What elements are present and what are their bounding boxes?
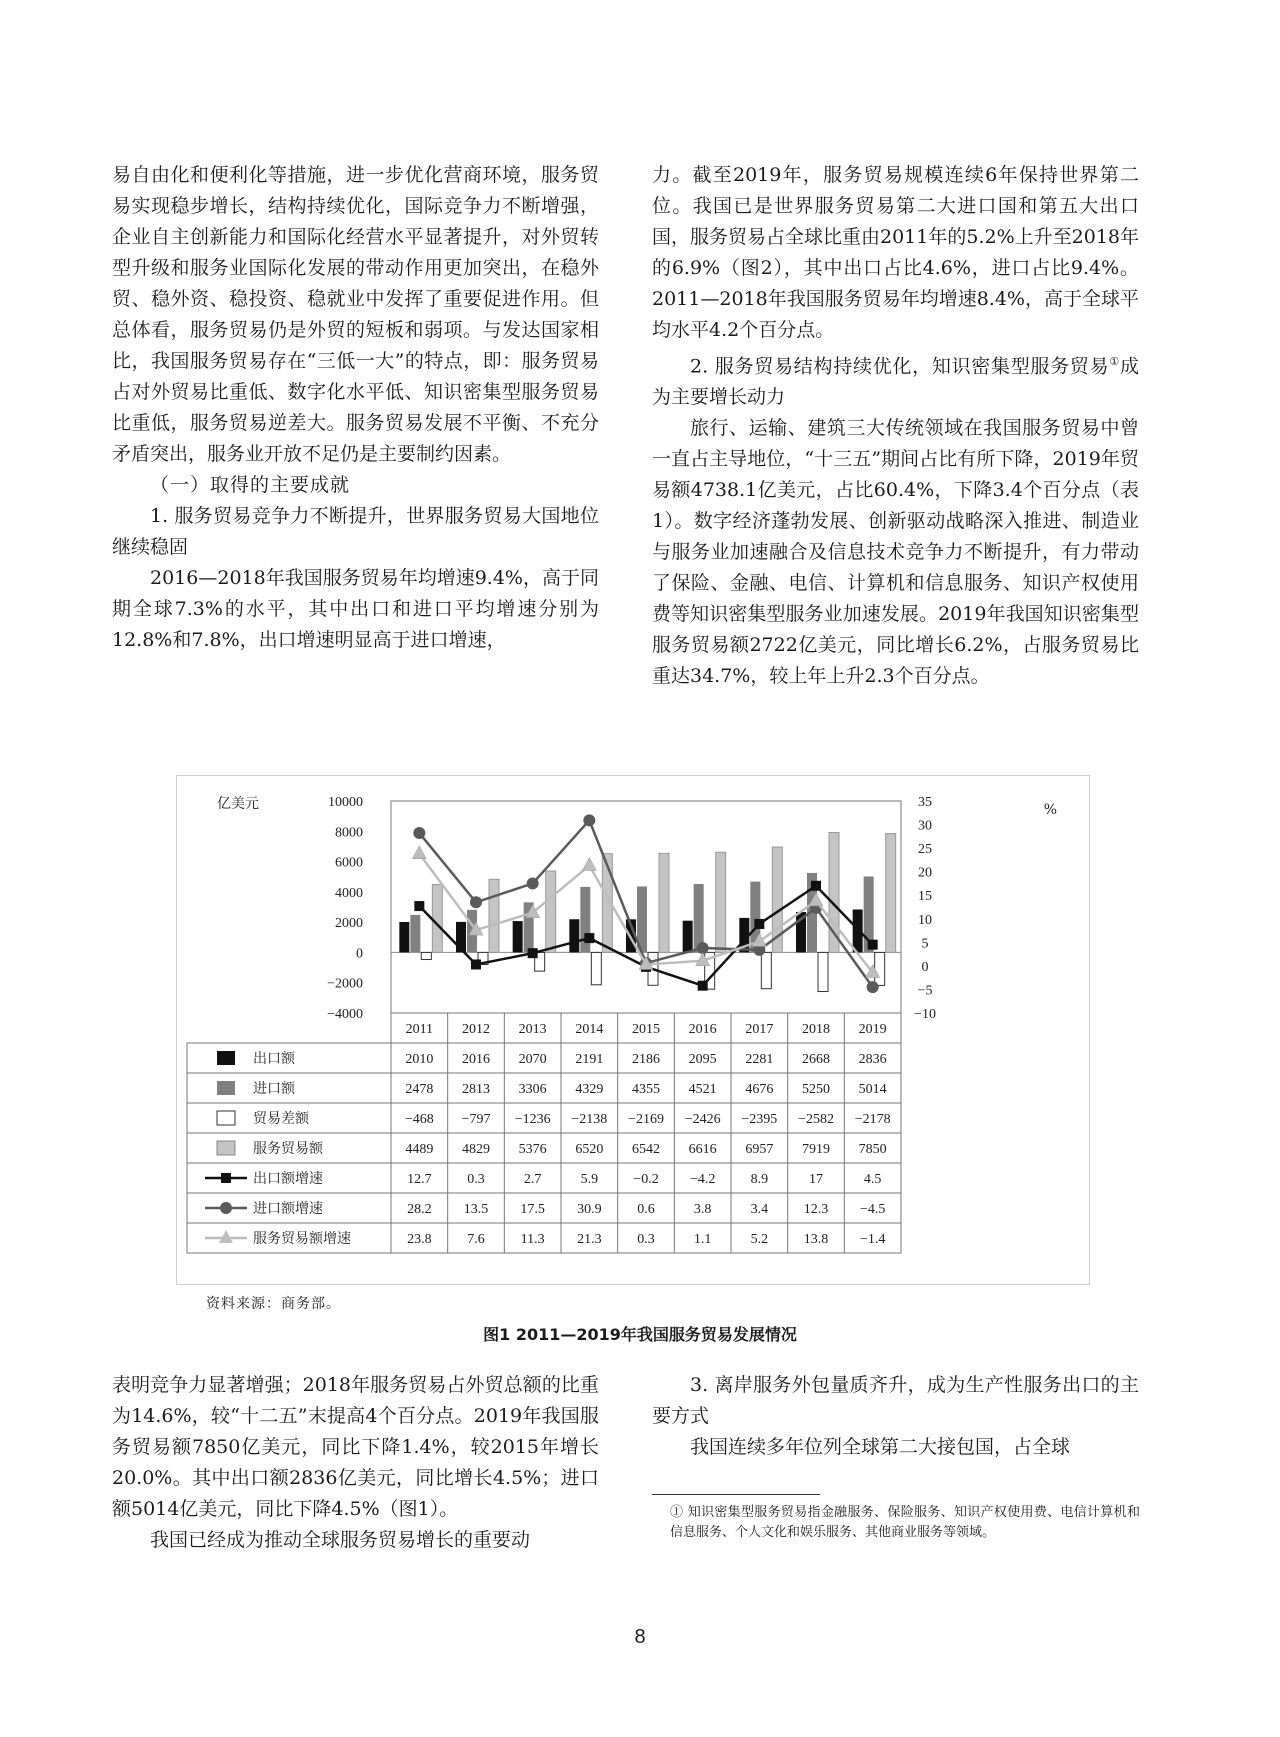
figure-frame (176, 775, 1090, 1285)
table-cell: −2582 (798, 1112, 834, 1127)
legend-marker (221, 1173, 231, 1183)
marker-2-2011 (412, 846, 426, 859)
marker-0-2019 (868, 940, 878, 950)
right-tick-label: 20 (918, 865, 932, 881)
footnote-marker: ① (1109, 355, 1120, 368)
bar-3-2012 (489, 879, 499, 952)
bar-3-2013 (546, 871, 556, 952)
table-cell: 13.8 (803, 1232, 829, 1247)
marker-1-2013 (527, 877, 539, 889)
table-cell: −2169 (628, 1112, 664, 1127)
legend-label: 贸易差额 (253, 1111, 309, 1127)
table-cell: −2395 (741, 1112, 778, 1127)
marker-0-2013 (528, 948, 538, 958)
legend-label: 出口额增速 (253, 1171, 323, 1187)
table-cell: 3.8 (693, 1202, 712, 1217)
legend-swatch (217, 1051, 235, 1065)
table-cell: 17.5 (520, 1202, 545, 1217)
year-label: 2017 (745, 1022, 774, 1037)
left-tick-label: −2000 (327, 976, 363, 992)
table-cell: 5250 (802, 1082, 830, 1097)
table-cell: 2010 (405, 1052, 434, 1067)
section-heading: （一）取得的主要成就 (150, 474, 351, 496)
table-cell: 12.3 (803, 1202, 829, 1217)
table-cell: 0.3 (467, 1172, 485, 1187)
footnote-rule (652, 1494, 820, 1495)
table-cell: 28.2 (407, 1202, 432, 1217)
right-tick-label: −10 (914, 1007, 936, 1022)
marker-0-2011 (414, 901, 424, 911)
bar-1-2011 (410, 915, 420, 953)
paragraph: 易自由化和便利化等措施，进一步优化营商环境，服务贸易实现稳步增长，结构持续优化，国际竞争力不断增强，企业自主创新能力和国际化经营水平显著提升，对外贸转型升级和服务业国际化发展的带动作用更加突出，在稳外贸、稳外资、稳投资、稳就业中发挥了重要促进作用。但总体看，服务贸易仍是外贸的短板和弱项。与发达国家相比，我国服务贸易存在“三低一大”的特点，即：服务贸易占对外贸易比重低、数字化水平低、知识密集型服务贸易比重低，服务贸易逆差大。服务贸易发展不平衡、不充分矛盾突出，服务业开放不足仍是主要制约因素。 (112, 164, 599, 465)
table-cell: 21.3 (577, 1232, 602, 1247)
legend-label: 进口额增速 (253, 1201, 323, 1217)
table-cell: 23.8 (407, 1232, 432, 1247)
table-cell: 6542 (632, 1142, 660, 1157)
bar-0-2011 (399, 922, 409, 952)
table-cell: 2813 (462, 1082, 490, 1097)
bar-2-2017 (761, 952, 771, 988)
right-tick-label: 0 (921, 959, 929, 975)
table-cell: 17 (809, 1172, 823, 1187)
marker-1-2012 (470, 896, 482, 908)
table-cell: 2186 (632, 1052, 660, 1067)
right-tick-label: 10 (918, 912, 932, 928)
table-cell: 7.6 (467, 1232, 485, 1247)
legend-swatch (217, 1111, 235, 1125)
table-cell: 2836 (858, 1052, 887, 1067)
table-cell: 11.3 (520, 1232, 545, 1247)
table-cell: 12.7 (407, 1172, 432, 1187)
left-tick-label: −4000 (327, 1007, 363, 1022)
paragraph: 表明竞争力显著增强；2018年服务贸易占外贸总额的比重为14.6%，较“十二五”末提高4个百分点。2019年我国服务贸易额7850亿美元，同比下降1.4%，较2015年增长20.0%。其中出口额2836亿美元，同比增长4.5%；进口额5014亿美元，同比下降4.5%（图1）。 (112, 1374, 599, 1520)
table-cell: 5.9 (580, 1172, 599, 1187)
bar-3-2011 (432, 884, 442, 952)
subsection-heading (652, 346, 1139, 413)
legend-marker (219, 1230, 233, 1243)
bar-3-2019 (886, 834, 896, 953)
table-cell: 2095 (688, 1052, 717, 1067)
left-tick-label: 10000 (328, 795, 363, 810)
table-cell: 5.2 (750, 1232, 769, 1247)
table-cell: 2016 (462, 1052, 490, 1067)
right-column-bottom (652, 1370, 1139, 1463)
year-label: 2014 (575, 1022, 604, 1037)
year-label: 2011 (405, 1022, 434, 1037)
bar-0-2016 (683, 921, 693, 953)
legend-label: 出口额 (253, 1051, 295, 1067)
legend-label: 服务贸易额增速 (253, 1231, 351, 1247)
right-tick-label: 35 (918, 795, 932, 810)
right-axis-unit: % (1043, 802, 1057, 818)
heading-text: 2. 服务贸易结构持续优化，知识密集型服务贸易 (690, 355, 1110, 378)
table-cell: 4.5 (863, 1172, 882, 1187)
right-tick-label: −5 (917, 983, 933, 999)
table-cell: 1.1 (693, 1232, 712, 1247)
page-number: 8 (634, 1626, 646, 1648)
marker-1-2011 (413, 827, 425, 839)
table-cell: 0.6 (637, 1202, 655, 1217)
table-cell: 4676 (745, 1082, 774, 1097)
left-column-top (112, 160, 599, 656)
table-cell: −2178 (854, 1112, 891, 1127)
marker-2-2014 (582, 858, 596, 871)
table-cell: 6957 (745, 1142, 774, 1157)
year-label: 2012 (462, 1022, 490, 1037)
table-cell: 5376 (518, 1142, 547, 1157)
right-tick-label: 30 (918, 818, 932, 834)
year-label: 2016 (688, 1022, 717, 1037)
right-tick-label: 25 (918, 842, 932, 858)
table-cell: 30.9 (577, 1202, 602, 1217)
table-cell: 8.9 (750, 1172, 769, 1187)
right-tick-label: 15 (918, 889, 932, 905)
year-label: 2015 (632, 1022, 660, 1037)
table-cell: 6616 (688, 1142, 717, 1157)
table-cell: 3306 (518, 1082, 547, 1097)
subsection-heading: 3. 离岸服务外包量质齐升，成为生产性服务出口的主要方式 (652, 1374, 1139, 1427)
table-cell: −2138 (571, 1112, 608, 1127)
table-cell: 2281 (745, 1052, 774, 1067)
table-cell: 4489 (405, 1142, 434, 1157)
marker-0-2017 (754, 919, 764, 929)
table-cell: 2191 (575, 1052, 604, 1067)
left-tick-label: 0 (356, 946, 363, 962)
year-label: 2019 (858, 1022, 887, 1037)
legend-marker (220, 1202, 232, 1214)
legend-label: 服务贸易额 (253, 1141, 323, 1157)
table-cell: 7919 (802, 1142, 830, 1157)
table-cell: 7850 (858, 1142, 887, 1157)
marker-0-2018 (811, 881, 821, 891)
bar-3-2016 (716, 852, 726, 952)
left-axis-unit: 亿美元 (217, 796, 259, 812)
figure-caption: 图1 2011—2019年我国服务贸易发展情况 (483, 1325, 797, 1344)
bar-0-2014 (569, 919, 579, 952)
table-cell: −797 (461, 1112, 491, 1127)
paragraph: 力。截至2019年，服务贸易规模连续6年保持世界第二位。我国已是世界服务贸易第二大进口国和第五大出口国，服务贸易占全球比重由2011年的5.2%上升至2018年的6.9%（图2），其中出口占比4.6%，进口占比9.4%。2011—2018年我国服务贸易年均增速8.4%，高于全球平均水平4.2个百分点。 (652, 164, 1139, 341)
legend-swatch (217, 1081, 235, 1095)
left-tick-label: 6000 (335, 855, 363, 871)
legend-label: 进口额 (253, 1081, 295, 1097)
paragraph: 旅行、运输、建筑三大传统领域在我国服务贸易中曾一直占主导地位，“十三五”期间占比有所下降，2019年贸易额4738.1亿美元，占比60.4%，下降3.4个百分点（表1）。数字经济蓬勃发展、创新驱动战略深入推进、制造业与服务业加速融合及信息技术竞争力不断提升，有力带动了保险、金融、电信、计算机和信息服务、知识产权使用费等知识密集型服务业加速发展。2019年我国知识密集型服务贸易额2722亿美元，同比增长6.2%，占服务贸易比重达34.7%，较上年上升2.3个百分点。 (652, 417, 1139, 688)
bar-2-2014 (591, 952, 601, 984)
marker-0-2012 (471, 959, 481, 969)
table-cell: 0.3 (637, 1232, 655, 1247)
legend-swatch (217, 1141, 235, 1155)
year-label: 2013 (518, 1022, 547, 1037)
marker-1-2014 (583, 814, 595, 826)
table-cell: −1.4 (859, 1232, 886, 1247)
table-cell: 13.5 (463, 1202, 489, 1217)
paragraph: 2016—2018年我国服务贸易年均增速9.4%，高于同期全球7.3%的水平，其中出口和进口平均增速分别为12.8%和7.8%，出口增速明显高于进口增速， (112, 567, 599, 651)
table-cell: 2668 (802, 1052, 830, 1067)
right-column-top (652, 160, 1139, 692)
table-cell: 6520 (575, 1142, 604, 1157)
table-cell: −4.5 (859, 1202, 886, 1217)
table-cell: −2426 (684, 1112, 721, 1127)
table-cell: 2070 (518, 1052, 547, 1067)
subsection-heading: 1. 服务贸易竞争力不断提升，世界服务贸易大国地位继续稳固 (112, 505, 599, 558)
table-cell: −4.2 (689, 1172, 716, 1187)
table-cell: 5014 (858, 1082, 887, 1097)
bar-2-2018 (818, 952, 828, 991)
left-column-bottom (112, 1370, 599, 1556)
table-cell: 2478 (405, 1082, 434, 1097)
marker-0-2014 (584, 933, 594, 943)
left-tick-label: 8000 (335, 825, 363, 841)
table-cell: −1236 (514, 1112, 551, 1127)
table-cell: −0.2 (633, 1172, 659, 1187)
year-label: 2018 (802, 1022, 830, 1037)
left-tick-label: 4000 (335, 885, 363, 901)
left-tick-label: 2000 (335, 916, 363, 932)
marker-1-2019 (867, 981, 879, 993)
right-tick-label: 5 (921, 936, 929, 952)
heading-text: 成为主要增长动力 (652, 355, 1139, 409)
table-cell: 3.4 (750, 1202, 769, 1217)
footnote: ① 知识密集型服务贸易指金融服务、保险服务、知识产权使用费、电信计算机和信息服务、个人文化和娱乐服务、其他商业服务等领域。 (670, 1505, 1140, 1540)
bar-3-2015 (659, 853, 669, 952)
table-cell: 2.7 (523, 1172, 542, 1187)
table-cell: −468 (404, 1112, 434, 1127)
source-note: 资料来源：商务部。 (206, 1296, 341, 1312)
paragraph: 我国连续多年位列全球第二大接包国，占全球 (690, 1436, 1071, 1458)
bar-0-2013 (513, 921, 523, 952)
chart (177, 776, 1089, 1284)
marker-0-2016 (698, 981, 708, 991)
table-cell: 4329 (575, 1082, 604, 1097)
table-cell: 4829 (462, 1142, 490, 1157)
bar-2-2011 (421, 952, 431, 959)
table-cell: 4355 (632, 1082, 660, 1097)
paragraph: 我国已经成为推动全球服务贸易增长的重要动 (150, 1529, 531, 1551)
table-cell: 4521 (688, 1082, 717, 1097)
bar-2-2019 (875, 952, 885, 985)
